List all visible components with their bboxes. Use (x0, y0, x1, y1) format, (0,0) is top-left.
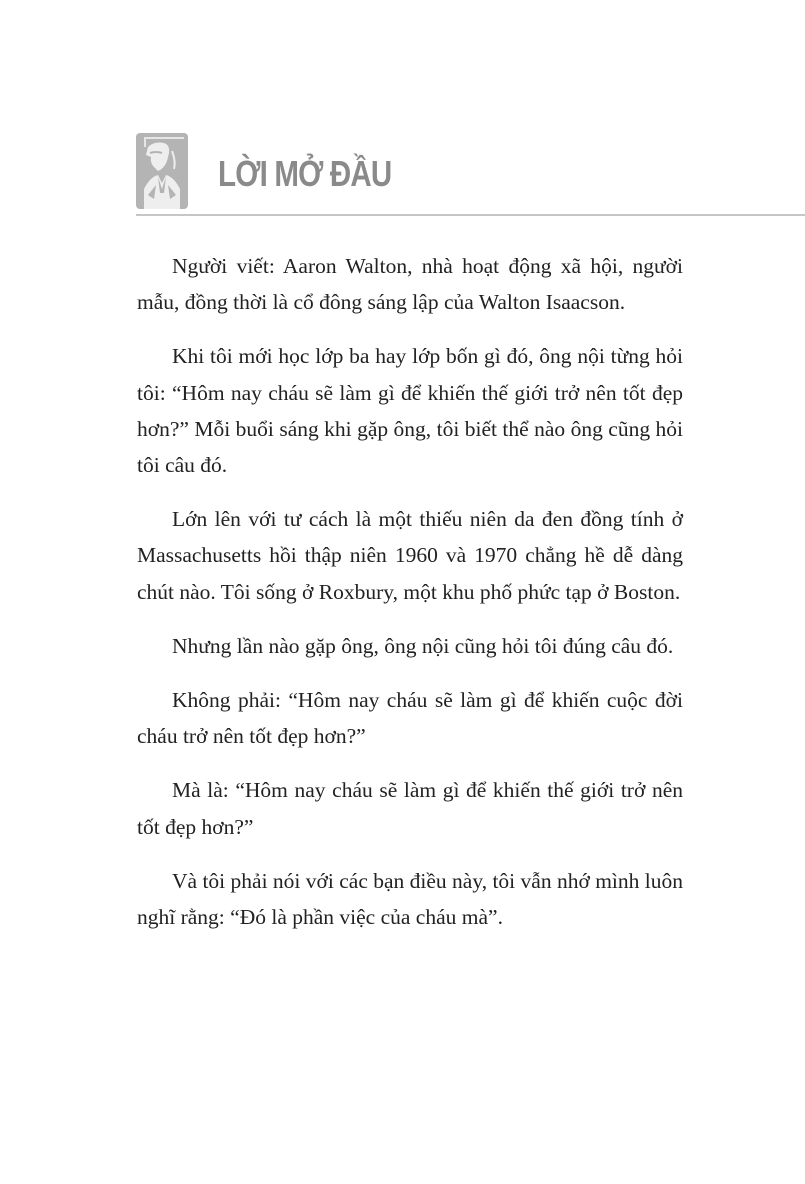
chapter-header (136, 133, 429, 209)
header-divider (136, 214, 805, 216)
paragraph: Khi tôi mới học lớp ba hay lớp bốn gì đó, ông nội từng hỏi tôi: “Hôm nay cháu sẽ làm gì để khiến thế giới trở nên tốt đẹp hơn?” Mỗi buổi sáng khi gặp ông, tôi biết thể nào ông cũng hỏi tôi câu đó. (137, 344, 683, 478)
paragraph: Lớn lên với tư cách là một thiếu niên da đen đồng tính ở Massachusetts hồi thập niên 1960 và 1970 chẳng hề dễ dàng chút nào. Tôi sống ở Roxbury, một khu phố phức tạp ở Boston. (137, 507, 683, 604)
paragraph: Nhưng lần nào gặp ông, ông nội cũng hỏi tôi đúng câu đó. (172, 633, 674, 658)
chapter-title: LỜI MỞ ĐẦU (218, 153, 392, 194)
paragraph: Người viết: Aaron Walton, nhà hoạt động xã hội, người mẫu, đồng thời là cổ đông sáng lập của Walton Isaacson. (137, 254, 683, 315)
paragraph: Không phải: “Hôm nay cháu sẽ làm gì để khiến cuộc đời cháu trở nên tốt đẹp hơn?” (137, 688, 683, 749)
paragraph: Mà là: “Hôm nay cháu sẽ làm gì để khiến thế giới trở nên tốt đẹp hơn?” (137, 778, 683, 839)
chapter-body (137, 248, 683, 953)
portrait-icon (136, 133, 188, 209)
paragraph: Và tôi phải nói với các bạn điều này, tôi vẫn nhớ mình luôn nghĩ rằng: “Đó là phần việc của cháu mà”. (137, 868, 683, 930)
